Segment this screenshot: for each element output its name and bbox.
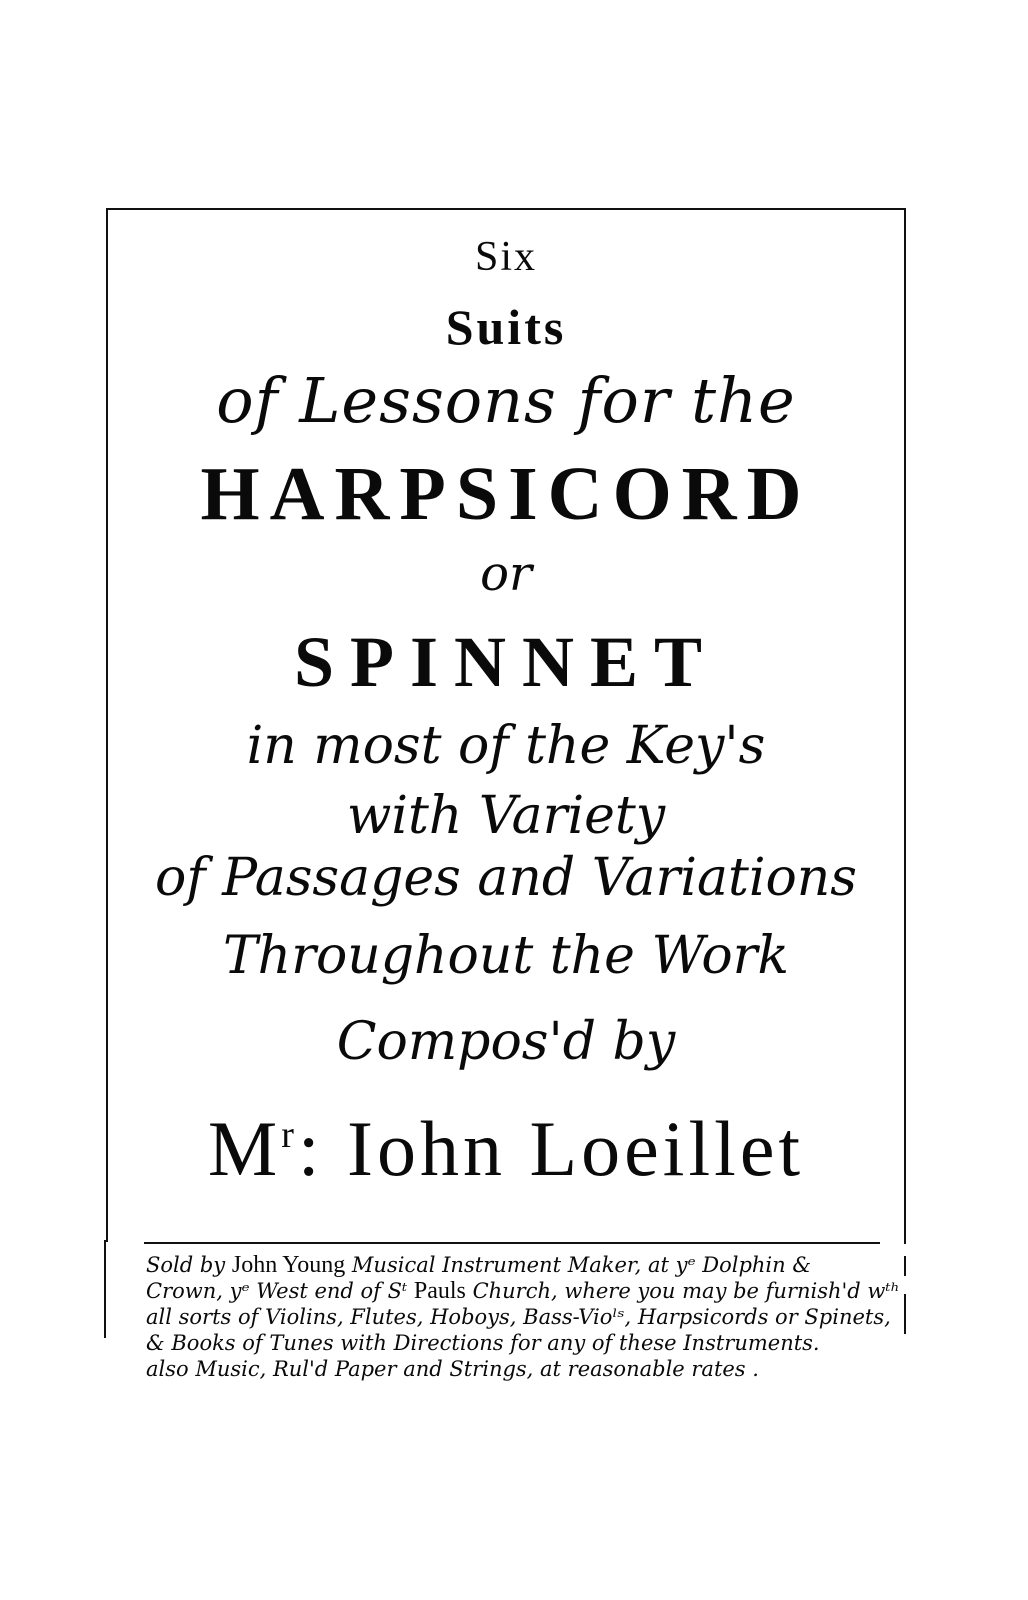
border-gap-right	[880, 1242, 904, 1246]
author-prefix: M	[207, 1105, 282, 1192]
imprint-line-1	[146, 1252, 906, 1278]
imprint-left-rule	[104, 1240, 106, 1338]
imprint-line-2	[146, 1278, 906, 1304]
imprint-line-5: also Music, Rul'd Paper and Strings, at reasonable rates .	[146, 1357, 759, 1381]
imprint-line-2-b: Church, where you may be furnish'd wᵗʰ	[465, 1279, 900, 1303]
title-line-or: or	[480, 546, 532, 602]
title-line-lessons: of Lessons for the	[216, 364, 796, 437]
imprint-pauls: Pauls	[413, 1278, 466, 1304]
author-surname: : Iohn Loeillet	[297, 1105, 805, 1192]
title-line-spinnet: SPINNET	[293, 622, 719, 702]
imprint-seller-name: John Young	[231, 1252, 346, 1278]
title-line-passages: of Passages and Variations	[155, 848, 857, 908]
title-line-variety: with Variety	[346, 786, 666, 846]
imprint-line-2-a: Crown, yᵉ West end of Sᵗ	[146, 1279, 414, 1303]
title-line-six: Six	[474, 234, 538, 280]
title-line-keys: in most of the Key's	[246, 716, 766, 776]
imprint-line-1-rest: Musical Instrument Maker, at yᵉ Dolphin &	[345, 1253, 812, 1277]
title-line-throughout: Throughout the Work	[222, 926, 790, 986]
border-gap-left	[106, 1242, 144, 1246]
imprint-sold-by: Sold by	[146, 1253, 232, 1277]
author-name	[106, 1105, 906, 1192]
title-line-suits: Suits	[445, 299, 567, 355]
imprint-line-3: all sorts of Violins, Flutes, Hoboys, Bass-Vioˡˢ, Harpsicords or Spinets,	[146, 1305, 891, 1329]
title-line-harpsicord: HARPSICORD	[200, 452, 812, 536]
title-line-composd: Compos'd by	[336, 1012, 676, 1072]
author-superscript: r	[281, 1114, 298, 1156]
publisher-imprint	[146, 1252, 906, 1382]
imprint-line-4: & Books of Tunes with Directions for any of these Instruments.	[146, 1331, 820, 1355]
